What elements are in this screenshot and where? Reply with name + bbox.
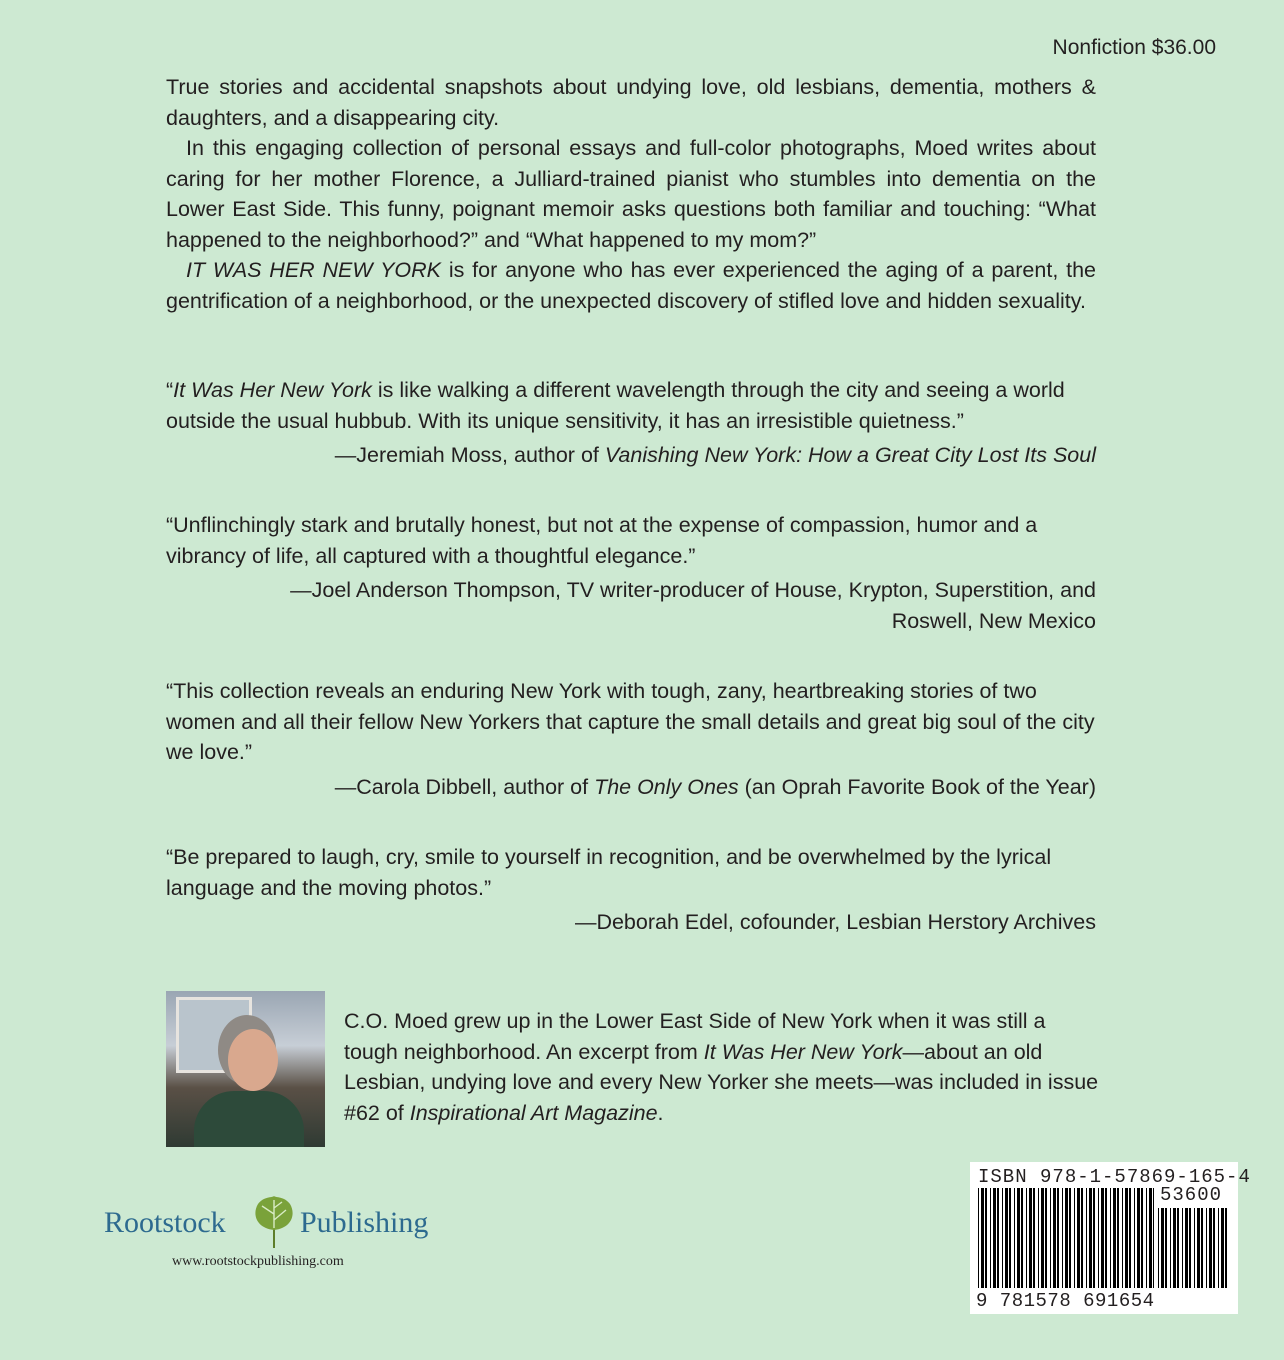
barcode-bar bbox=[1017, 1188, 1020, 1288]
barcode-bar bbox=[1074, 1188, 1075, 1288]
barcode-bar bbox=[981, 1188, 984, 1288]
barcode-bar bbox=[1218, 1208, 1219, 1288]
barcode-number: 9 781578 691654 bbox=[976, 1290, 1155, 1312]
barcode-bar bbox=[1194, 1208, 1195, 1288]
barcode-bar bbox=[1009, 1188, 1011, 1288]
barcode-bar bbox=[1153, 1188, 1154, 1288]
barcode-bar bbox=[1122, 1188, 1123, 1288]
barcode-bar bbox=[1105, 1188, 1107, 1288]
barcode-bar bbox=[1177, 1208, 1179, 1288]
barcode-bar bbox=[1053, 1188, 1056, 1288]
barcode-bar bbox=[1002, 1188, 1003, 1288]
blurb-3-attribution bbox=[166, 772, 1096, 803]
barcode-bar bbox=[1057, 1188, 1059, 1288]
barcode-bar bbox=[1137, 1188, 1140, 1288]
blurb-1-attribution bbox=[166, 440, 1096, 471]
barcode-bar bbox=[1038, 1188, 1039, 1288]
blurb-1-title: It Was Her New York bbox=[173, 378, 372, 402]
description-paragraph-3-text: is for anyone who has ever experienced the aging of a parent, the gentrification of a neighborhood, or the unexpected discovery of stifled love and hidden sexuality. bbox=[166, 258, 1096, 313]
barcode-bar bbox=[1033, 1188, 1035, 1288]
blurb-1-attr-prefix: —Jeremiah Moss, author of bbox=[334, 443, 605, 467]
barcode-bar bbox=[1113, 1188, 1116, 1288]
barcode-bar bbox=[1005, 1188, 1008, 1288]
barcode-bar bbox=[1050, 1188, 1051, 1288]
barcode-bar bbox=[1093, 1188, 1095, 1288]
barcode-bar bbox=[1077, 1188, 1080, 1288]
barcode-bar bbox=[1149, 1188, 1152, 1288]
barcode-bar bbox=[985, 1188, 987, 1288]
barcode-bar bbox=[1185, 1208, 1188, 1288]
barcode-bar bbox=[1158, 1208, 1159, 1288]
blurb-2-attribution bbox=[166, 575, 1096, 636]
barcode-bar bbox=[1141, 1188, 1143, 1288]
price-barcode-bars bbox=[1158, 1208, 1230, 1288]
barcode-bar bbox=[1029, 1188, 1032, 1288]
blurb-3-attr-suffix: (an Oprah Favorite Book of the Year) bbox=[738, 774, 1096, 799]
barcode-bar bbox=[1165, 1208, 1167, 1288]
bio-book-title: It Was Her New York bbox=[703, 1039, 903, 1064]
barcode-bar bbox=[1197, 1208, 1200, 1288]
open-quote: “ bbox=[166, 378, 174, 402]
blurb-4-quote: “Be prepared to laugh, cry, smile to yourself in recognition, and be overwhelmed by the lyrical language and the moving photos.” bbox=[166, 845, 1052, 900]
blurb-1-quote bbox=[166, 375, 1096, 436]
author-bio bbox=[344, 1006, 1104, 1128]
barcode-bar bbox=[1117, 1188, 1119, 1288]
barcode-bar bbox=[1225, 1208, 1227, 1288]
blurb-1-attr-title: Vanishing New York: How a Great City Lost Its Soul bbox=[604, 443, 1096, 467]
blurb-3-attr-prefix: —Carola Dibbell, author of bbox=[334, 774, 595, 799]
blurb-2-attr-line1: —Joel Anderson Thompson, TV writer-producer of House, Krypton, Superstition, and bbox=[290, 578, 1096, 602]
price-code-text: 53600 bbox=[1160, 1184, 1223, 1206]
barcode-bar bbox=[1182, 1208, 1183, 1288]
isbn-text: ISBN 978-1-57869-165-4 bbox=[978, 1166, 1251, 1188]
barcode-bar bbox=[1026, 1188, 1027, 1288]
blurb-4-attribution: —Deborah Edel, cofounder, Lesbian Herstory Archives bbox=[574, 910, 1096, 934]
description-paragraph-1: True stories and accidental snapshots about undying love, old lesbians, dementia, mothers & daughters, and a disappearing city. bbox=[166, 75, 1096, 130]
barcode-bar bbox=[1081, 1188, 1083, 1288]
barcode-bar bbox=[1129, 1188, 1131, 1288]
barcode-bar bbox=[1045, 1188, 1047, 1288]
price-label: Nonfiction $36.00 bbox=[1052, 36, 1216, 59]
barcode-bar bbox=[1189, 1208, 1191, 1288]
barcode-bar bbox=[1134, 1188, 1135, 1288]
blurb-1 bbox=[166, 375, 1096, 471]
photo-body bbox=[194, 1091, 304, 1147]
leaf-icon bbox=[250, 1194, 298, 1250]
barcode-bar bbox=[1146, 1188, 1147, 1288]
barcode-bar bbox=[1089, 1188, 1092, 1288]
book-description bbox=[166, 72, 1096, 316]
barcode-bar bbox=[1098, 1188, 1099, 1288]
blurb-2-quote: “Unflinchingly stark and brutally honest, but not at the expense of compassion, humor and a vibrancy of life, all captured with a thoughtful elegance.” bbox=[166, 513, 1038, 568]
photo-head bbox=[228, 1029, 278, 1091]
barcode-bar bbox=[1125, 1188, 1128, 1288]
barcode-bar bbox=[1041, 1188, 1044, 1288]
barcode-bar bbox=[1065, 1188, 1068, 1288]
barcode-bar bbox=[1221, 1208, 1224, 1288]
barcode-bar bbox=[1209, 1208, 1212, 1288]
barcode-bar bbox=[1086, 1188, 1087, 1288]
barcode-bar bbox=[1170, 1208, 1171, 1288]
barcode-bar bbox=[990, 1188, 991, 1288]
blurb-3 bbox=[166, 676, 1096, 802]
publisher-url: www.rootstockpublishing.com bbox=[172, 1254, 344, 1269]
barcode-bars bbox=[978, 1188, 1154, 1288]
barcode-bar bbox=[1161, 1208, 1164, 1288]
blurb-4 bbox=[166, 842, 1096, 938]
blurb-1-text: is like walking a different wavelength through the city and seeing a world outside the usual hubbub. With its unique sensitivity, it has an irresistible quietness.” bbox=[166, 378, 1065, 433]
barcode-bar bbox=[1069, 1188, 1071, 1288]
barcode-bar bbox=[997, 1188, 999, 1288]
publisher-name-left: Rootstock bbox=[104, 1206, 226, 1239]
bio-end: . bbox=[657, 1100, 664, 1125]
description-paragraph-3 bbox=[166, 255, 1096, 316]
publisher-name-right: Publishing bbox=[300, 1206, 429, 1239]
barcode-bar bbox=[1021, 1188, 1023, 1288]
barcode-bar bbox=[978, 1188, 979, 1288]
publisher-logo bbox=[104, 1194, 444, 1254]
bio-magazine-title: Inspirational Art Magazine bbox=[409, 1100, 658, 1125]
bio-part-2: —about an old Lesbian, undying love and every New Yorker she meets—was included in issue #62 of bbox=[344, 1039, 1099, 1125]
blurb-2-attr-line2: Roswell, New Mexico bbox=[891, 608, 1096, 633]
isbn-barcode bbox=[970, 1162, 1251, 1314]
description-paragraph-2: In this engaging collection of personal essays and full-color photographs, Moed writes about caring for her mother Florence, a Julliard-trained pianist who stumbles into dementia on the Lower East Side. This funny, poignant memoir asks questions both familiar and touching: “What happened to the neighborhood?” and “What happened to my mom?” bbox=[166, 136, 1096, 252]
author-photo bbox=[166, 991, 325, 1147]
blurb-3-quote: “This collection reveals an enduring New York with tough, zany, heartbreaking stories of two women and all their fellow New Yorkers that capture the small details and great big soul of the city we love.” bbox=[166, 679, 1095, 764]
barcode-bar bbox=[1110, 1188, 1111, 1288]
barcode-bar bbox=[1062, 1188, 1063, 1288]
bio-part-1: C.O. Moed grew up in the Lower East Side of New York when it was still a tough neighborhood. An excerpt from bbox=[344, 1009, 1046, 1064]
barcode-bar bbox=[1173, 1208, 1176, 1288]
book-title-inline: IT WAS HER NEW YORK bbox=[186, 258, 442, 282]
barcode-bar bbox=[993, 1188, 996, 1288]
blurb-2 bbox=[166, 510, 1096, 636]
blurb-3-attr-title: The Only Ones bbox=[594, 774, 739, 799]
barcode-bar bbox=[1014, 1188, 1015, 1288]
barcode-bar bbox=[1206, 1208, 1207, 1288]
barcode-bar bbox=[1101, 1188, 1104, 1288]
barcode-bar bbox=[1201, 1208, 1203, 1288]
barcode-bar bbox=[1213, 1208, 1215, 1288]
